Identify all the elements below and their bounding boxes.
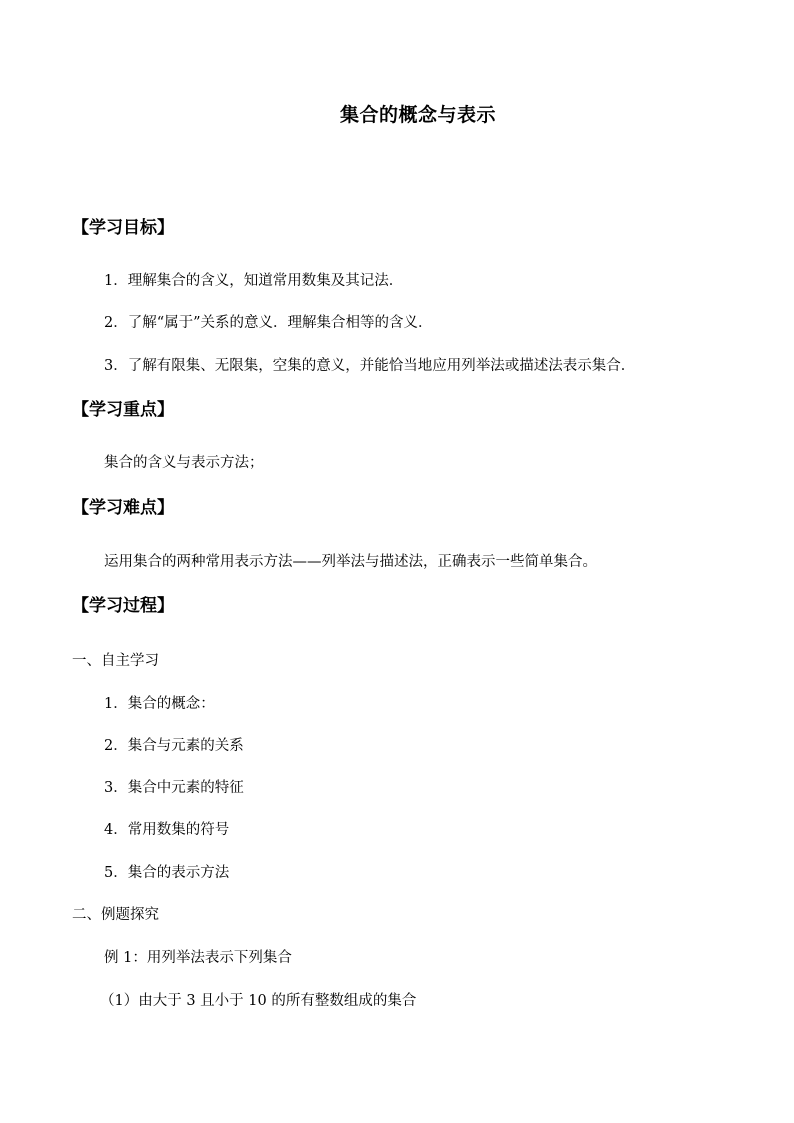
- part1-item-5: 5．集合的表示方法: [104, 865, 230, 881]
- part1-heading: 一、自主学习: [72, 653, 159, 669]
- key-points-heading: 【学习重点】: [72, 400, 174, 420]
- part1-item-1: 1．集合的概念：: [104, 696, 215, 712]
- key-points-text: 集合的含义与表示方法；: [104, 455, 264, 471]
- difficulties-heading: 【学习难点】: [72, 498, 174, 518]
- example-1: 例 1：用列举法表示下列集合: [104, 950, 292, 966]
- page-title: 集合的概念与表示: [339, 104, 496, 126]
- difficulties-text: 运用集合的两种常用表示方法——列举法与描述法，正确表示一些简单集合。: [104, 554, 597, 570]
- example-1-sub-1: （1）由大于 3 且小于 10 的所有整数组成的集合: [100, 993, 417, 1009]
- process-heading: 【学习过程】: [72, 596, 174, 616]
- part2-heading: 二、例题探究: [72, 907, 159, 923]
- part1-item-2: 2．集合与元素的关系: [104, 738, 244, 754]
- objective-item-1: 1．理解集合的含义，知道常用数集及其记法．: [104, 273, 404, 289]
- part1-item-3: 3．集合中元素的特征: [104, 780, 244, 796]
- objectives-heading: 【学习目标】: [72, 218, 174, 238]
- objective-item-3: 3．了解有限集、无限集，空集的意义，并能恰当地应用列举法或描述法表示集合．: [104, 358, 636, 374]
- objective-item-2: 2．了解“属于”关系的意义．理解集合相等的含义．: [104, 315, 433, 331]
- part1-item-4: 4．常用数集的符号: [104, 822, 230, 838]
